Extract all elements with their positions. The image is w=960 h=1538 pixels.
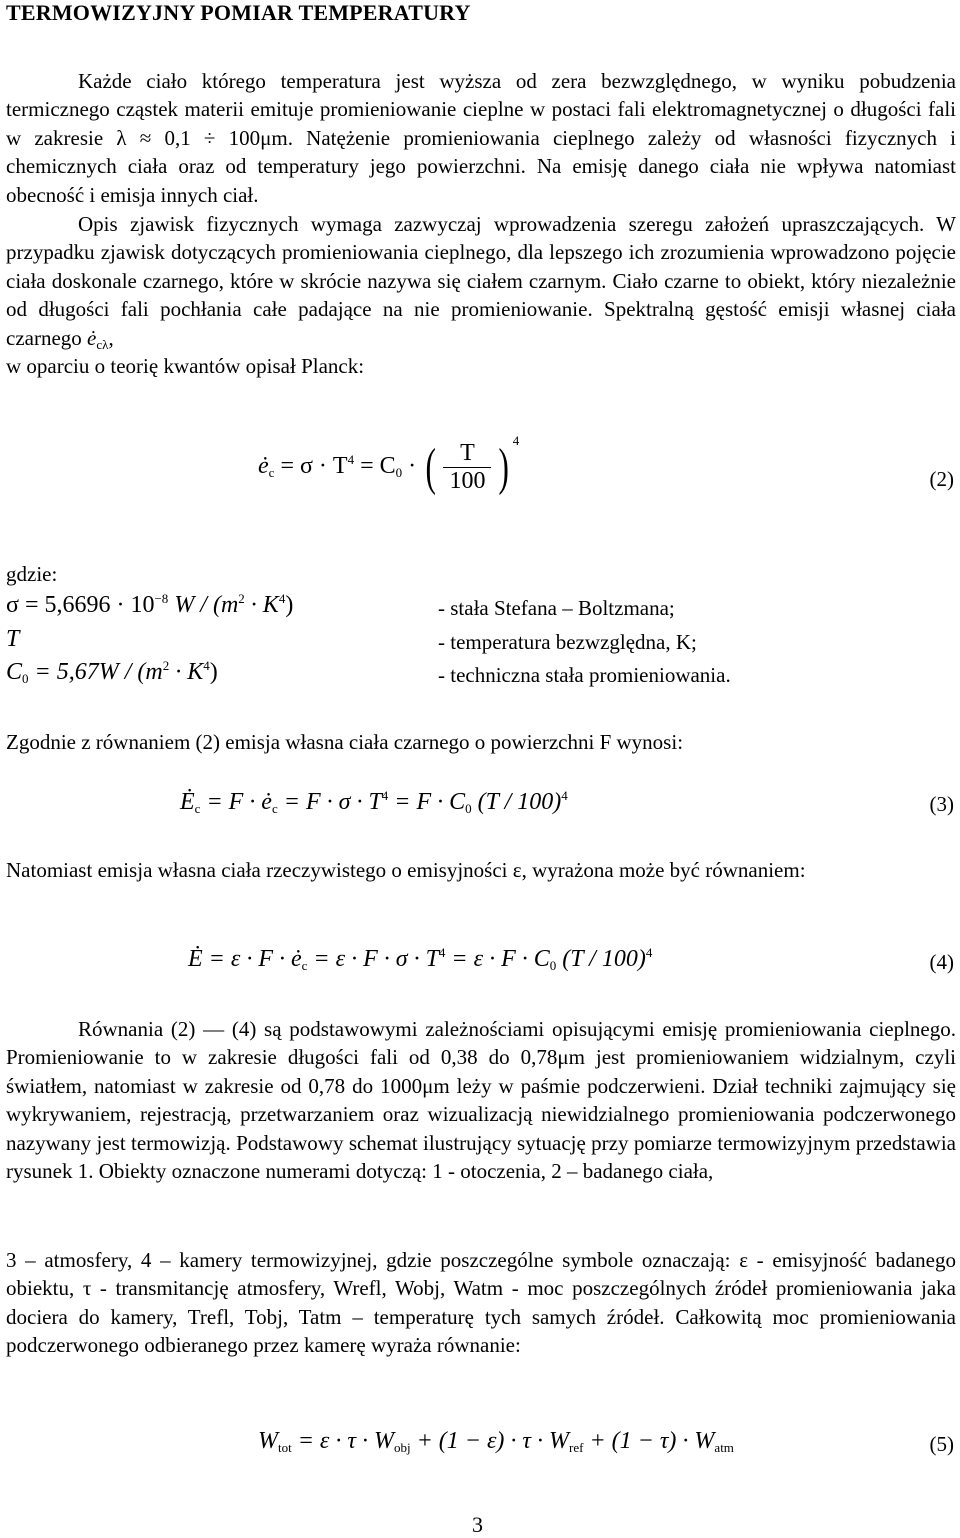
- eq2-frac-den: 100: [449, 468, 486, 494]
- eq3-d-sub: 0: [465, 801, 472, 816]
- eq2-fraction: [443, 440, 491, 495]
- eq2-c-sub: 0: [395, 465, 403, 481]
- eq3-d: = F · C: [394, 789, 466, 815]
- eq5-a-sub: tot: [278, 1440, 292, 1455]
- def-sigma-end: ): [285, 592, 294, 618]
- eq4-b: = ε · F · ė: [208, 946, 302, 972]
- eq5-c: + (1 − ε) · τ · W: [416, 1428, 570, 1454]
- eq3-a-sub: c: [194, 801, 201, 816]
- eq3-intro-text: Zgodnie z równaniem (2) emisja własna ciała czarnego o powierzchni F wynosi:: [6, 730, 684, 754]
- eq3-a: Ė: [180, 789, 195, 815]
- eq4-a: Ė: [188, 946, 203, 972]
- definition-sigma: [6, 592, 293, 619]
- page-number: 3: [472, 1512, 483, 1537]
- eq2-left-paren: (: [425, 438, 436, 496]
- eq2-lhs-sub: c: [268, 465, 275, 481]
- eq2-mid-sup: 4: [347, 452, 355, 468]
- gdzie-label: gdzie:: [6, 562, 58, 586]
- eq4-intro-text: Natomiast emisja własna ciała rzeczywistego o emisyjności ε, wyrażona może być równaniem:: [6, 858, 806, 882]
- equation-5: [258, 1428, 734, 1455]
- eq4-e: (T / 100): [562, 946, 646, 972]
- def-c0-end: ): [209, 659, 218, 685]
- comma: ,: [108, 325, 114, 350]
- eq2-c: = C: [360, 453, 396, 480]
- eq5-c-sub: ref: [569, 1440, 584, 1455]
- eq5-b-sub: obj: [393, 1440, 411, 1455]
- eq3-b: = F · ė: [206, 789, 272, 815]
- eq3-intro-paragraph: [6, 728, 956, 756]
- def-c0-sup2: 2: [162, 658, 170, 673]
- eq2-lhs: ė: [258, 453, 269, 480]
- eq5-d-sub: atm: [714, 1440, 734, 1455]
- eq5-d: + (1 − τ) · W: [589, 1428, 715, 1454]
- def-sigma-lhs: σ = 5,6696 · 10: [6, 592, 155, 618]
- def-c0-lhs: C: [6, 659, 23, 685]
- equation-3-number: (3): [929, 792, 954, 816]
- blackbody-paragraph: [6, 210, 956, 380]
- def-sigma-tail: W / (m: [168, 592, 239, 618]
- definition-c0-desc: - techniczna stała promieniowania.: [438, 663, 731, 687]
- def-t-lhs: T: [6, 626, 20, 652]
- symbols-paragraph: [6, 1246, 956, 1360]
- page-title: TERMOWIZYJNY POMIAR TEMPERATURY: [6, 0, 471, 25]
- def-c0-sup3: 4: [203, 658, 210, 673]
- eq4-c: = ε · F · σ · T: [313, 946, 439, 972]
- eq2-exp: 4: [512, 433, 520, 449]
- def-sigma-sup: −8: [154, 591, 169, 606]
- eq4-d: = ε · F · C: [451, 946, 550, 972]
- def-sigma-sup2: 2: [238, 591, 245, 606]
- emission-subscript: cλ: [96, 336, 109, 352]
- eq3-e: (T / 100): [477, 789, 562, 815]
- equation-2: $ė_c = \sigma \cdot T^4 = C_0$ · ( $\frac{T}{100}$ ) $^4$: [258, 433, 520, 496]
- eq4-c-sup: 4: [438, 945, 446, 960]
- eq2-mid: = σ · T: [280, 453, 348, 480]
- infrared-paragraph: [6, 1015, 956, 1185]
- eq3-e-sup: 4: [561, 788, 568, 803]
- def-sigma-tail2: · K: [244, 592, 279, 618]
- eq3-b-sub: c: [271, 801, 278, 816]
- eq4-b-sub: c: [301, 958, 308, 973]
- def-c0-tail: = 5,67W / (m: [28, 659, 163, 685]
- equation-4-number: (4): [929, 950, 954, 974]
- equation-3: [180, 789, 568, 816]
- def-c0-tail2: · K: [169, 659, 204, 685]
- def-sigma-sup3: 4: [278, 591, 286, 606]
- intro-paragraph: [6, 67, 956, 209]
- planck-line: w oparciu o teorię kwantów opisał Planck:: [6, 354, 365, 379]
- definition-c0: [6, 659, 218, 686]
- symbols-text: 3 – atmosfery, 4 – kamery termowizyjnej, gdzie poszczególne symbole oznaczają: ε - emisyjność badanego obiektu, τ - transmitancję atmosfery, Wrefl, Wobj, Watm - moc poszczególnych źródeł promieniowania jaka dociera do kamery, Trefl, Tobj, Tatm – temperaturę tych samych źródeł. Całkowitą moc promieniowania podczerwonego odbieranego przez kamerę wyraża równanie:: [6, 1248, 956, 1358]
- eq2-right-paren: ): [498, 438, 510, 496]
- eq5-a: W: [258, 1428, 278, 1454]
- equation-2-number: (2): [929, 467, 954, 491]
- eq3-c-sup: 4: [381, 788, 389, 803]
- equation-5-number: (5): [929, 1432, 954, 1456]
- eq4-intro-paragraph: [6, 856, 956, 884]
- infrared-text: Równania (2) — (4) są podstawowymi zależnościami opisującymi emisję promieniowania cieplnego. Promieniowanie to w zakresie długości fali od 0,38 do 0,78μm jest promieniowaniem widzialnym, czyli światłem, natomiast w zakresie od 0,78 do 1000μm leży w paśmie podczerwieni. Dział techniki zajmujący się wykrywaniem, rejestracją, przetwarzaniem oraz wizualizacją niewidzialnego promieniowania podczerwonego nazywany jest termowizją. Podstawowy schemat ilustrujący sytuację przy pomiarze termowizyjnym przedstawia rysunek 1. Obiekty oznaczone numerami dotyczą: 1 - otoczenia, 2 – badanego ciała,: [6, 1017, 956, 1184]
- definition-t-desc: - temperatura bezwzględna, K;: [438, 630, 697, 654]
- blackbody-text: Opis zjawisk fizycznych wymaga zazwyczaj wprowadzenia szeregu założeń upraszczających. W przypadku zjawisk dotyczących promieniowania cieplnego, dla lepszego ich zrozumienia wprowadzono pojęcie ciała doskonale czarnego, które w skrócie nazywa się ciałem czarnym. Ciało czarne to obiekt, który niezależnie od długości fali pochłania całe padające na nie promieniowanie. Spektralną gęstość emisji własnej ciała czarnego: [6, 212, 956, 350]
- eq2-frac-num: T: [443, 440, 491, 468]
- eq4-e-sup: 4: [645, 945, 653, 960]
- eq4-d-sub: 0: [549, 958, 557, 973]
- def-c0-sub: 0: [22, 671, 29, 686]
- equation-4: [188, 946, 652, 973]
- definition-t: [6, 626, 19, 653]
- eq5-b: = ε · τ · W: [297, 1428, 394, 1454]
- intro-text: Każde ciało którego temperatura jest wyższa od zera bezwzględnego, w wyniku pobudzenia termicznego cząstek materii emituje promieniowanie cieplne w postaci fali elektromagnetycznej o długości fali w zakresie λ ≈ 0,1 ÷ 100μm. Natężenie promieniowania cieplnego zależy od własności fizycznych i chemicznych ciała oraz od temperatury jego powierzchni. Na emisję danego ciała nie wpływa natomiast obecność i emisja innych ciał.: [6, 69, 956, 207]
- eq3-c: = F · σ · T: [283, 789, 382, 815]
- definition-sigma-desc: - stała Stefana – Boltzmana;: [438, 596, 675, 620]
- emission-symbol: ė: [87, 325, 97, 350]
